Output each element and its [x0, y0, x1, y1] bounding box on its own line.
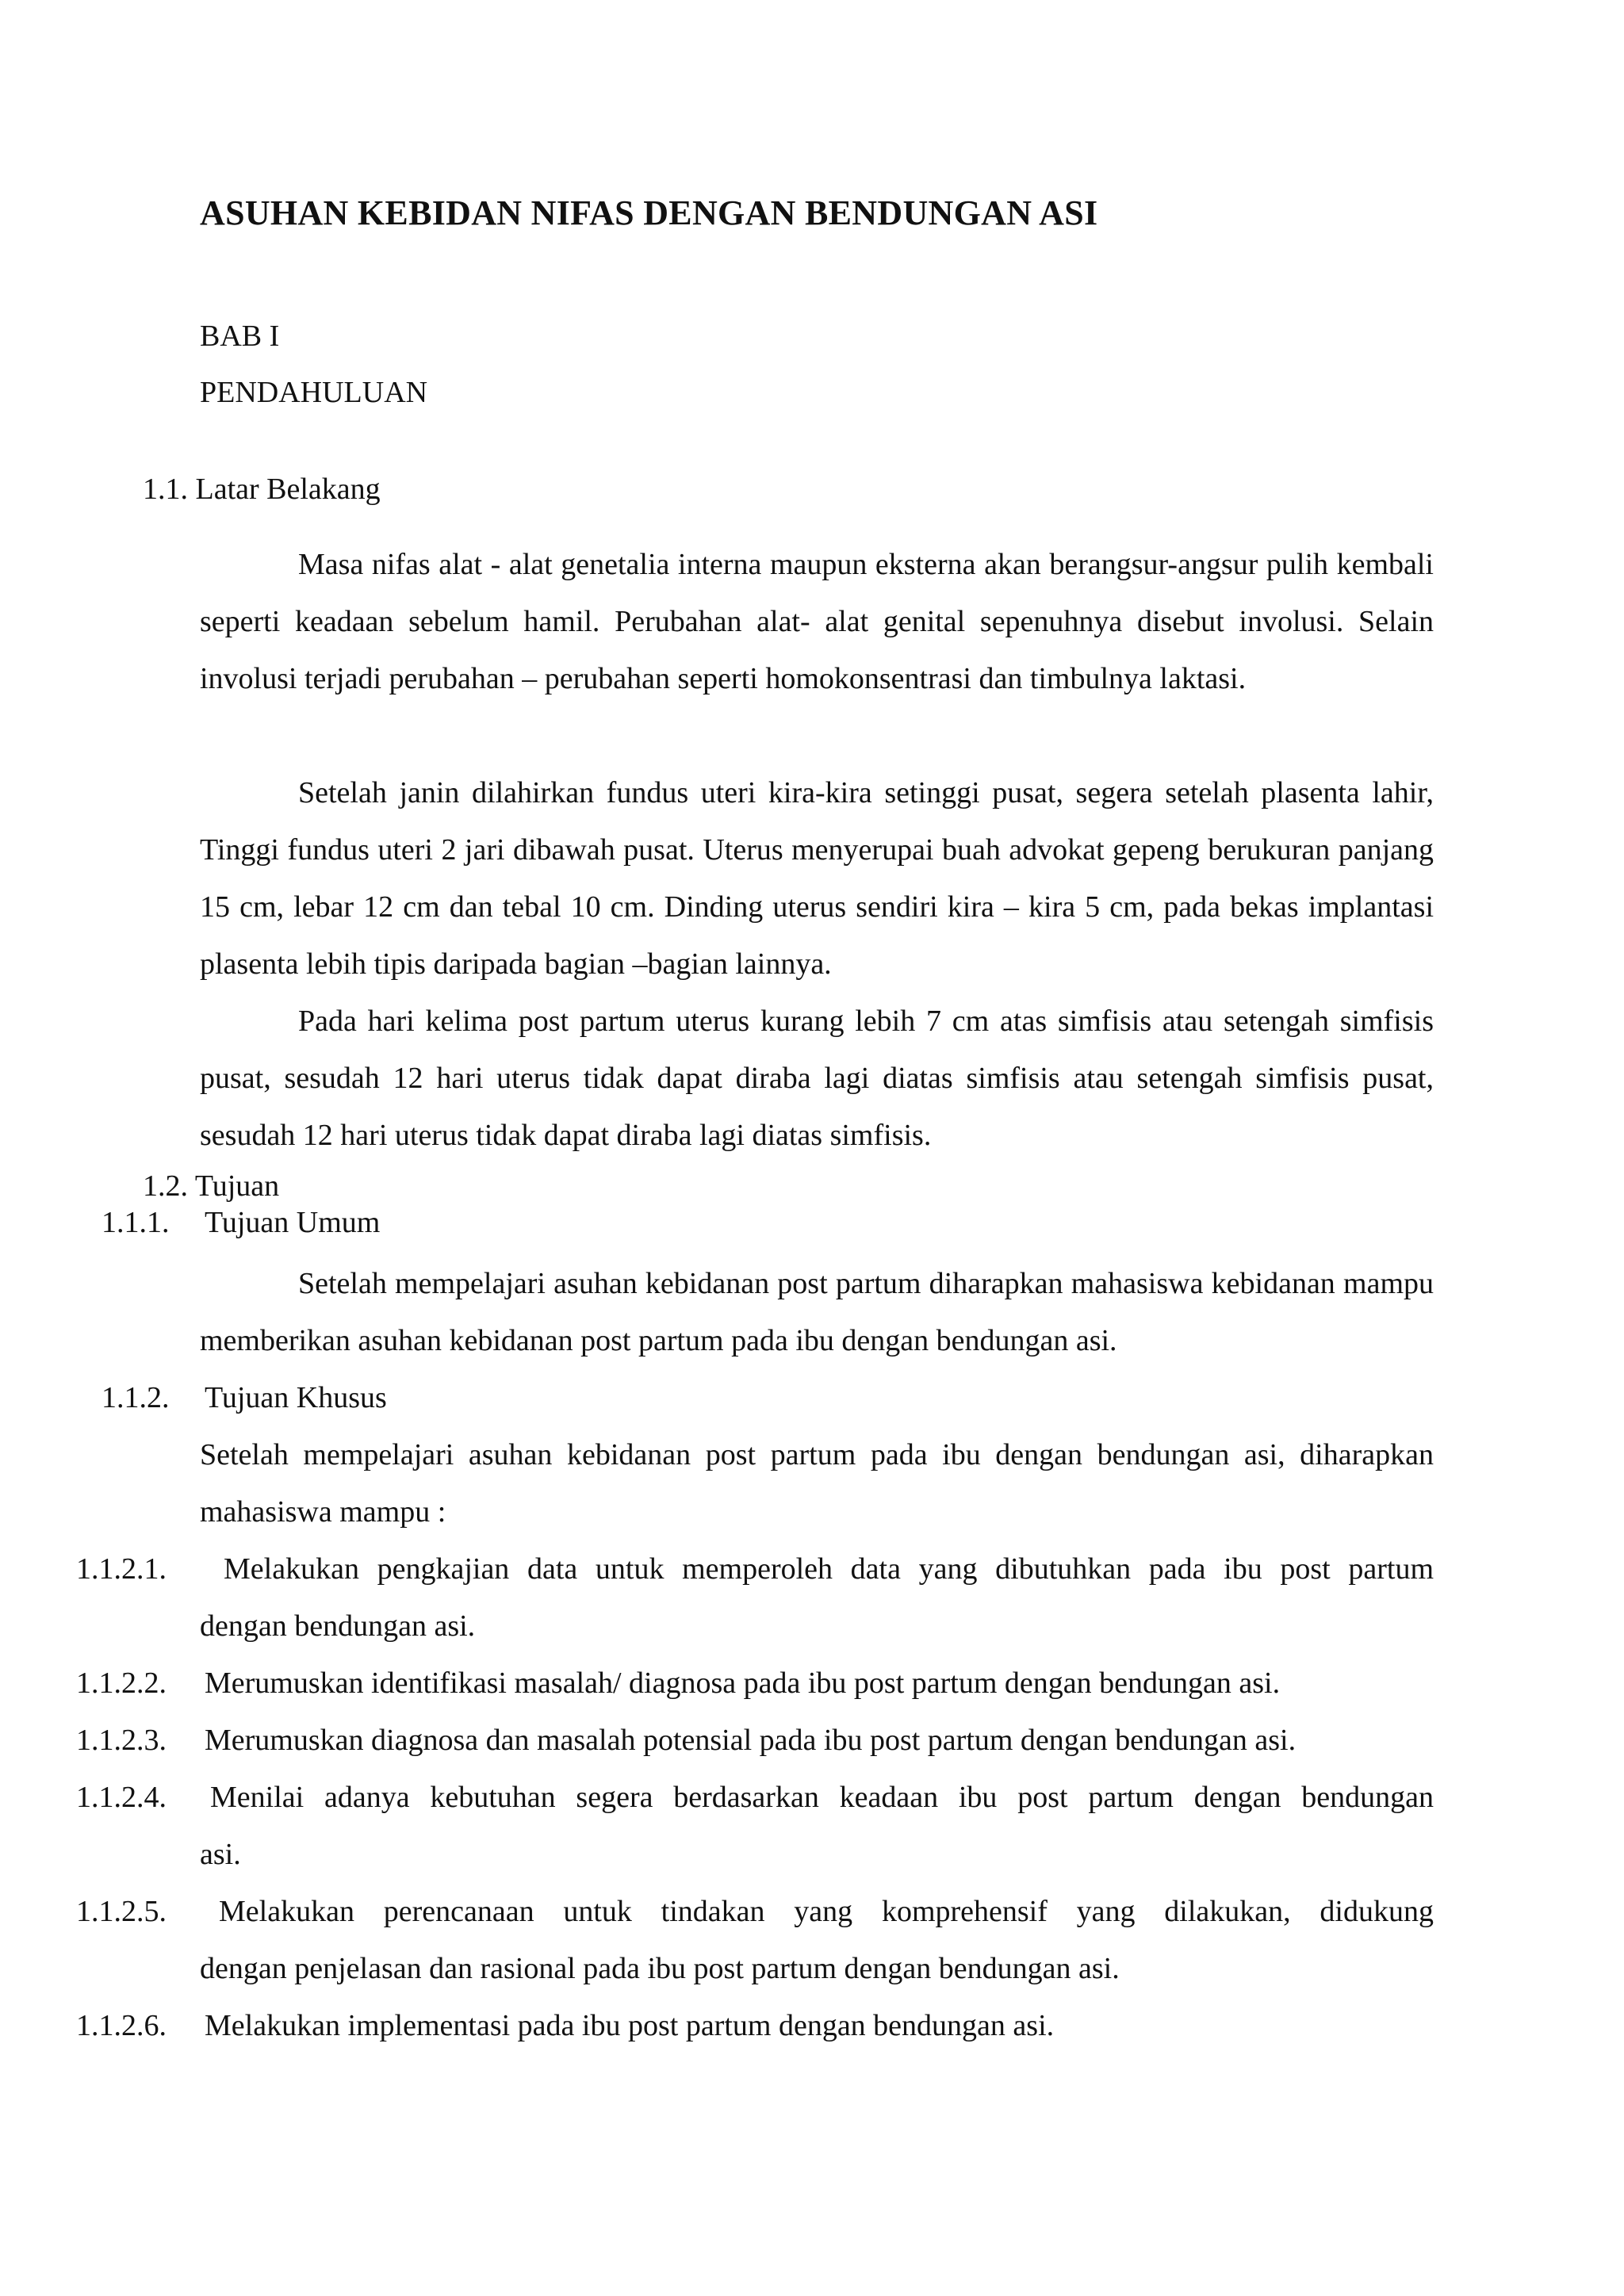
document-title: ASUHAN KEBIDAN NIFAS DENGAN BENDUNGAN ASI — [200, 193, 1098, 232]
list-item-text: Menilai adanya kebutuhan segera berdasarkan keadaan ibu post partum dengan bendungan — [210, 1781, 1434, 1814]
subsection-heading-khusus: Tujuan Khusus — [205, 1381, 387, 1414]
paragraph-masa-nifas: Masa nifas alat - alat genetalia interna maupun eksterna akan berangsur-angsur pulih kembali seperti keadaan sebelum hamil. Perubahan alat- alat genital sepenuhnya disebut involusi. Selain involusi terjadi perubahan – perubahan seperti homokonsentrasi dan timbulnya laktasi. — [200, 548, 1434, 695]
list-item-continuation: dengan bendungan asi. — [200, 1609, 476, 1643]
section-heading-latar-belakang: 1.1. Latar Belakang — [143, 473, 381, 506]
list-item-number: 1.1.2.2. — [76, 1667, 167, 1700]
list-item-text: Melakukan pengkajian data untuk memperoleh data yang dibutuhkan pada ibu post partum — [224, 1552, 1434, 1586]
chapter-number: BAB I — [200, 320, 280, 353]
paragraph-tujuan-khusus-intro: Setelah mempelajari asuhan kebidanan post partum pada ibu dengan bendungan asi, diharapkan mahasiswa mampu : — [200, 1438, 1434, 1529]
list-item-text: Merumuskan identifikasi masalah/ diagnosa pada ibu post partum dengan bendungan asi. — [205, 1667, 1281, 1700]
list-item-text: Merumuskan diagnosa dan masalah potensial pada ibu post partum dengan bendungan asi. — [205, 1724, 1297, 1757]
list-item-continuation: dengan penjelasan dan rasional pada ibu post partum dengan bendungan asi. — [200, 1952, 1120, 1985]
list-item-continuation: asi. — [200, 1838, 241, 1871]
list-item-number: 1.1.2.5. — [76, 1895, 167, 1928]
paragraph-tujuan-umum: Setelah mempelajari asuhan kebidanan post partum diharapkan mahasiswa kebidanan mampu memberikan asuhan kebidanan post partum pada ibu dengan bendungan asi. — [200, 1267, 1434, 1357]
section-heading-tujuan: 1.2. Tujuan — [143, 1169, 280, 1203]
subsection-number-umum: 1.1.1. — [102, 1206, 170, 1239]
list-item-text: Melakukan implementasi pada ibu post partum dengan bendungan asi. — [205, 2009, 1055, 2042]
list-item-number: 1.1.2.6. — [76, 2009, 167, 2042]
list-item-number: 1.1.2.4. — [76, 1781, 167, 1814]
list-item-text: Melakukan perencanaan untuk tindakan yang komprehensif yang dilakukan, didukung — [219, 1895, 1434, 1928]
paragraph-setelah-janin: Setelah janin dilahirkan fundus uteri kira-kira setinggi pusat, segera setelah plasenta lahir, Tinggi fundus uteri 2 jari dibawah pusat. Uterus menyerupai buah advokat gepeng berukuran panjang 15 cm, lebar 12 cm dan tebal 10 cm. Dinding uterus sendiri kira – kira 5 cm, pada bekas implantasi plasenta lebih tipis daripada bagian –bagian lainnya. — [200, 776, 1434, 981]
subsection-number-khusus: 1.1.2. — [102, 1381, 170, 1414]
paragraph-hari-kelima: Pada hari kelima post partum uterus kurang lebih 7 cm atas simfisis atau setengah simfisis pusat, sesudah 12 hari uterus tidak dapat diraba lagi diatas simfisis atau setengah simfisis pusat, sesudah 12 hari uterus tidak dapat diraba lagi diatas simfisis. — [200, 1004, 1434, 1152]
list-item-number: 1.1.2.3. — [76, 1724, 167, 1757]
chapter-title: PENDAHULUAN — [200, 376, 428, 409]
subsection-heading-umum: Tujuan Umum — [205, 1206, 381, 1239]
list-item-number: 1.1.2.1. — [76, 1552, 167, 1586]
